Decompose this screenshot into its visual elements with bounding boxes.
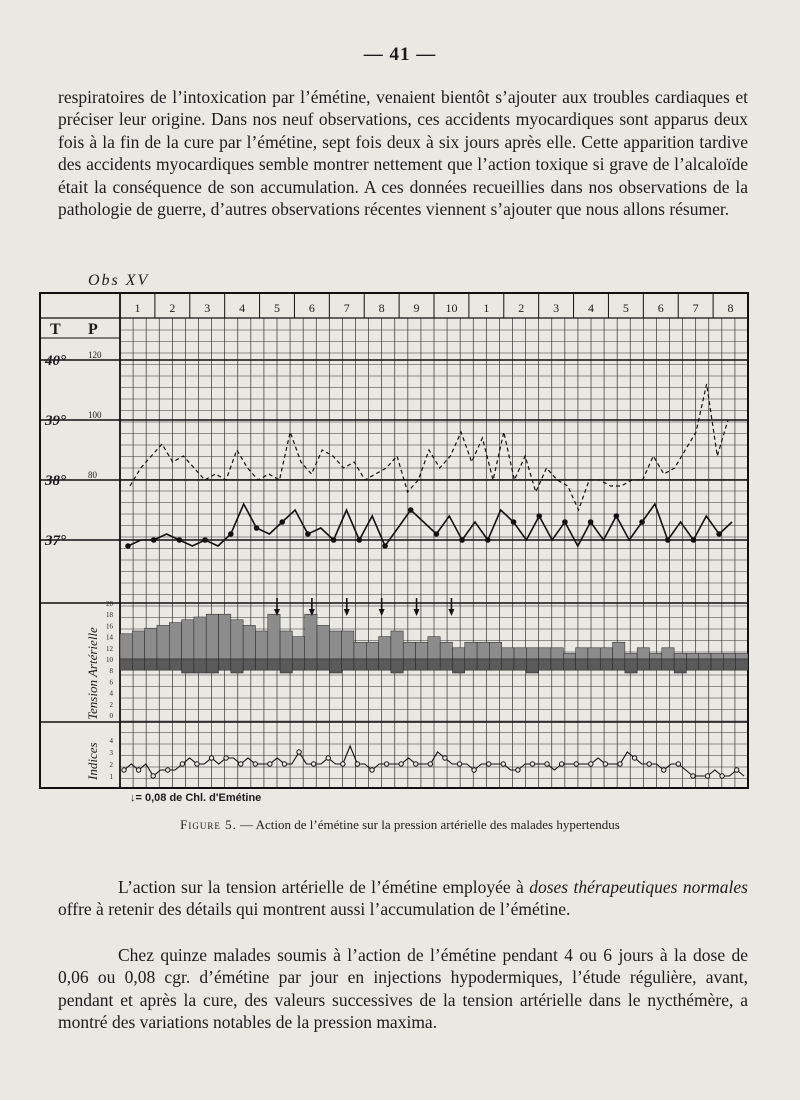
tension-min-bar: [145, 659, 157, 670]
temperature-point: [357, 537, 363, 543]
temperature-point: [202, 537, 208, 543]
indices-point: [326, 756, 330, 760]
day-label: 10: [445, 301, 458, 315]
tension-min-bar: [243, 659, 255, 670]
tension-min-bar: [625, 659, 637, 673]
temperature-point: [151, 537, 157, 543]
tension-min-bar: [526, 659, 538, 673]
temperature-point: [614, 513, 620, 519]
tension-min-bar: [169, 659, 181, 670]
tension-min-bar: [403, 659, 415, 670]
tension-max-bar: [699, 653, 711, 659]
indices-axis-label: Indices: [85, 742, 100, 780]
paragraph-tension-start: L’action sur la tension artérielle de l’émétine employée à: [118, 877, 530, 897]
indices-point: [180, 762, 184, 766]
tension-max-bar: [255, 631, 267, 659]
figure-caption-label: Figure 5.: [180, 817, 237, 832]
tension-min-bar: [452, 659, 464, 673]
indices-point: [662, 768, 666, 772]
tension-min-bar: [477, 659, 489, 670]
indices-point: [166, 768, 170, 772]
indices-point: [647, 762, 651, 766]
tension-max-bar: [674, 653, 686, 659]
tension-max-bar: [243, 625, 255, 659]
tension-tick: 18: [106, 611, 113, 620]
tension-min-bar: [366, 659, 378, 670]
tension-max-bar: [502, 648, 514, 659]
tension-max-bar: [489, 642, 501, 659]
tension-min-bar: [329, 659, 341, 673]
tension-max-bar: [662, 648, 674, 659]
tension-min-bar: [132, 659, 144, 670]
indices-point: [735, 768, 739, 772]
tension-min-bar: [489, 659, 501, 670]
temperature-point: [691, 537, 697, 543]
indices-point: [195, 762, 199, 766]
day-label: 4: [239, 301, 246, 315]
indices-point: [516, 768, 520, 772]
tension-min-bar: [711, 659, 723, 670]
indices-point: [691, 774, 695, 778]
tension-min-bar: [379, 659, 391, 670]
indices-point: [530, 762, 534, 766]
tension-min-bar: [600, 659, 612, 670]
tension-max-bar: [452, 648, 464, 659]
paragraph-intro: respiratoires de l’intoxication par l’émétine, venaient bientôt s’ajouter aux troubles cardiaques et préciser leur origine. Dans nos neuf observations, ces accidents myocardiques sont apparus deux fois à la fin de la cure par l’émétine, sept fois deux à six jours après elle. Cette apparition tardive des accidents myocardiques semble montrer nettement que l’action toxique si grave de l’alcaloïde était la conséquence de son accumulation. A ces données recueillies dans nos observations de la pathologie de guerre, d’autres observations récentes viennent s’ajouter que nous allons résumer.: [58, 87, 748, 220]
tension-tick: 6: [109, 678, 113, 687]
tension-min-bar: [588, 659, 600, 670]
temperature-point: [254, 525, 260, 531]
paragraph-patients: Chez quinze malades soumis à l’action de l’émétine pendant 4 ou 6 jours à la dose de 0,06 ou 0,08 cgr. d’émétine par jour en injections hypodermiques, l’étude régulière, avant, pendant et après la cure, des valeurs successives de la tension artérielle dans le nycthémère, a montré des variations notables de la pression maxima.: [58, 945, 748, 1033]
indices-point: [720, 774, 724, 778]
indices-point: [676, 762, 680, 766]
indices-point: [589, 762, 593, 766]
day-label: 2: [518, 301, 525, 315]
tension-max-bar: [366, 642, 378, 659]
day-label: 4: [588, 301, 594, 315]
indices-point: [136, 768, 140, 772]
tension-min-bar: [699, 659, 711, 670]
tension-min-bar: [317, 659, 329, 670]
indices-point: [311, 762, 315, 766]
temperature-point: [382, 543, 388, 549]
tension-min-bar: [157, 659, 169, 670]
tension-min-bar: [502, 659, 514, 670]
paragraph-tension-end: offre à retenir des détails qui montrent aussi l’accumulation de l’émétine.: [58, 899, 571, 920]
tension-max-bar: [539, 648, 551, 659]
tension-max-bar: [268, 614, 280, 659]
tension-min-bar: [194, 659, 206, 673]
indices-point: [341, 762, 345, 766]
temperature-point: [434, 531, 440, 537]
temperature-point: [485, 537, 491, 543]
tension-max-bar: [231, 620, 243, 659]
emetine-arrow-head: [379, 609, 385, 616]
page-number: — 41 —: [363, 44, 437, 65]
observation-label: Obs XV: [88, 272, 150, 289]
temperature-point: [562, 519, 568, 525]
tension-min-bar: [662, 659, 674, 670]
tension-min-bar: [268, 659, 280, 670]
paragraph-tension: [58, 876, 748, 921]
pulse-tick: 80: [88, 470, 97, 480]
temperature-point: [665, 537, 671, 543]
pulse-axis-title: P: [88, 321, 98, 338]
tension-max-bar: [625, 653, 637, 659]
indices-point: [472, 768, 476, 772]
tension-max-bar: [440, 642, 452, 659]
temperature-point: [511, 519, 517, 525]
indices-point: [297, 750, 301, 754]
tension-min-bar: [255, 659, 267, 670]
temperature-point: [125, 543, 131, 549]
temperature-tick: 39°: [45, 413, 66, 429]
tension-min-bar: [280, 659, 292, 673]
tension-max-bar: [120, 634, 132, 659]
tension-min-bar: [674, 659, 686, 673]
indices-point: [282, 762, 286, 766]
tension-min-bar: [686, 659, 698, 670]
indices-point: [457, 762, 461, 766]
indices-point: [487, 762, 491, 766]
day-label: 7: [343, 301, 350, 315]
tension-max-bar: [600, 648, 612, 659]
tension-tick: 16: [106, 622, 113, 631]
tension-tick: 20: [106, 600, 113, 608]
temperature-tick: 37°: [45, 533, 66, 549]
indices-point: [370, 768, 374, 772]
tension-min-bar: [563, 659, 575, 670]
day-label: 2: [169, 301, 176, 315]
indices-point: [705, 774, 709, 778]
tension-max-bar: [649, 653, 661, 659]
indices-point: [545, 762, 549, 766]
tension-min-bar: [465, 659, 477, 670]
figure-caption: [0, 817, 800, 833]
indices-point: [399, 762, 403, 766]
indices-point: [122, 768, 126, 772]
tension-max-bar: [613, 642, 625, 659]
temperature-point: [279, 519, 285, 525]
indices-point: [501, 762, 505, 766]
tension-max-bar: [342, 631, 354, 659]
day-label: 7: [692, 301, 699, 315]
day-label: 1: [134, 301, 141, 315]
temperature-point: [305, 531, 311, 537]
tension-tick: 0: [109, 712, 113, 720]
temperature-point: [228, 531, 234, 537]
tension-min-bar: [637, 659, 649, 670]
temperature-point: [459, 537, 465, 543]
tension-min-bar: [416, 659, 428, 670]
tension-max-bar: [206, 614, 218, 659]
tension-max-bar: [723, 653, 735, 659]
tension-max-bar: [157, 625, 169, 659]
day-label: 8: [378, 301, 385, 315]
tension-max-bar: [145, 628, 157, 659]
tension-min-bar: [305, 659, 317, 670]
tension-tick: 8: [109, 667, 113, 676]
tension-tick: 12: [106, 644, 113, 653]
tension-min-bar: [539, 659, 551, 670]
tension-min-bar: [723, 659, 735, 670]
tension-max-bar: [403, 642, 415, 659]
tension-max-bar: [280, 631, 292, 659]
tension-max-bar: [194, 617, 206, 659]
tension-min-bar: [206, 659, 218, 673]
tension-max-bar: [391, 631, 403, 659]
tension-min-bar: [736, 659, 748, 670]
indices-point: [151, 774, 155, 778]
tension-min-bar: [342, 659, 354, 670]
temperature-point: [536, 513, 542, 519]
indices-point: [224, 756, 228, 760]
indices-point: [239, 762, 243, 766]
tension-min-bar: [219, 659, 231, 670]
indices-point: [559, 762, 563, 766]
tension-min-bar: [576, 659, 588, 670]
tension-max-bar: [563, 653, 575, 659]
tension-max-bar: [354, 642, 366, 659]
emetine-arrow-head: [344, 609, 350, 616]
tension-max-bar: [686, 653, 698, 659]
tension-tick: 10: [106, 656, 113, 664]
indices-point: [632, 756, 636, 760]
temperature-axis-title: T: [50, 321, 61, 338]
tension-max-bar: [637, 648, 649, 659]
indices-point: [384, 762, 388, 766]
indices-tick: 4: [109, 737, 113, 745]
tension-max-bar: [551, 648, 563, 659]
indices-point: [443, 756, 447, 760]
indices-point: [414, 762, 418, 766]
emetine-arrow-head: [414, 609, 420, 616]
indices-point: [355, 762, 359, 766]
indices-point: [428, 762, 432, 766]
tension-max-bar: [416, 642, 428, 659]
indices-point: [574, 762, 578, 766]
tension-max-bar: [526, 648, 538, 659]
tension-min-bar: [231, 659, 243, 673]
tension-min-bar: [391, 659, 403, 673]
tension-max-bar: [169, 623, 181, 659]
day-label: 9: [413, 301, 420, 315]
tension-max-bar: [588, 648, 600, 659]
tension-min-bar: [120, 659, 132, 670]
indices-tick: 3: [109, 749, 113, 757]
day-label: 1: [483, 301, 490, 315]
indices-point: [253, 762, 257, 766]
day-label: 3: [553, 301, 560, 315]
tension-max-bar: [379, 637, 391, 659]
tension-max-bar: [514, 648, 526, 659]
tension-max-bar: [477, 642, 489, 659]
day-label: 6: [308, 301, 315, 315]
tension-min-bar: [613, 659, 625, 670]
figure-caption-text: — Action de l’émétine sur la pression artérielle des malades hypertendus: [240, 817, 620, 832]
tension-max-bar: [305, 614, 317, 659]
tension-max-bar: [711, 653, 723, 659]
day-label: 6: [657, 301, 664, 315]
tension-max-bar: [428, 637, 440, 659]
tension-max-bar: [219, 614, 231, 659]
tension-max-bar: [132, 631, 144, 659]
tension-min-bar: [182, 659, 194, 673]
tension-min-bar: [354, 659, 366, 670]
pulse-tick: 100: [88, 410, 102, 420]
tension-min-bar: [649, 659, 661, 670]
temperature-point: [177, 537, 183, 543]
temperature-point: [716, 531, 722, 537]
tension-max-bar: [182, 620, 194, 659]
tension-max-bar: [329, 631, 341, 659]
temperature-tick: 38°: [45, 473, 66, 489]
indices-point: [618, 762, 622, 766]
emetine-legend-note: ↓= 0,08 de Chl. d'Emétine: [130, 792, 262, 804]
indices-point: [209, 756, 213, 760]
temperature-tick: 40°: [45, 353, 66, 369]
tension-min-bar: [440, 659, 452, 670]
paragraph-tension-italic: doses thérapeutiques normales: [529, 877, 748, 897]
tension-min-bar: [292, 659, 304, 670]
tension-tick: 14: [106, 633, 113, 642]
day-label: 8: [727, 301, 734, 315]
tension-axis-label: Tension Artérielle: [85, 627, 100, 720]
day-label: 3: [204, 301, 211, 315]
tension-max-bar: [317, 625, 329, 659]
tension-max-bar: [292, 637, 304, 659]
tension-min-bar: [428, 659, 440, 670]
temperature-point: [639, 519, 645, 525]
temperature-point: [331, 537, 337, 543]
tension-tick: 4: [109, 689, 113, 698]
indices-point: [603, 762, 607, 766]
tension-min-bar: [514, 659, 526, 670]
tension-max-bar: [576, 648, 588, 659]
day-label: 5: [622, 301, 629, 315]
day-label: 5: [274, 301, 280, 315]
tension-max-bar: [465, 642, 477, 659]
tension-max-bar: [736, 653, 748, 659]
pulse-tick: 120: [88, 350, 102, 360]
temperature-point: [408, 507, 414, 513]
tension-min-bar: [551, 659, 563, 670]
emetine-arrow-head: [448, 609, 454, 616]
indices-tick: 2: [109, 761, 113, 769]
tension-tick: 2: [109, 700, 113, 709]
temperature-point: [588, 519, 594, 525]
indices-tick: 1: [109, 773, 113, 781]
indices-point: [268, 762, 272, 766]
